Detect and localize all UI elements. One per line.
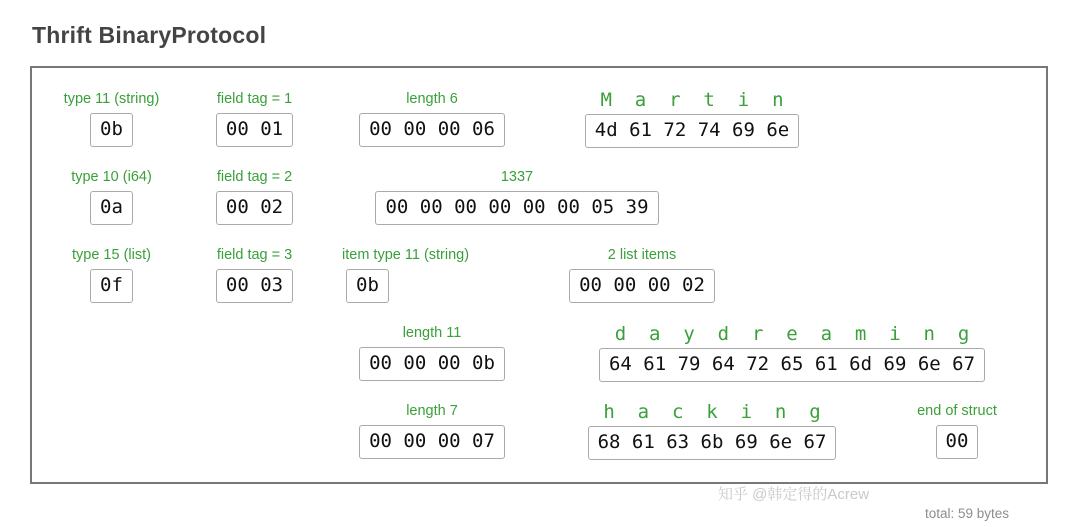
length-bytes: 00 00 00 0b: [359, 347, 505, 381]
length-label: length 7: [406, 403, 458, 419]
string-value-cell: [542, 324, 1042, 382]
string-value-bytes: 64 61 79 64 72 65 61 6d 69 6e 67: [599, 348, 985, 382]
length-label: length 6: [406, 91, 458, 107]
length-cell: [332, 90, 532, 147]
string-value-cell: [542, 402, 882, 460]
field-type-cell: [44, 246, 179, 303]
watermark: 知乎 @韩定得的Acrew: [718, 486, 870, 503]
length-bytes: 00 00 00 06: [359, 113, 505, 147]
list-count-bytes: 00 00 00 02: [569, 269, 715, 303]
length-cell: [332, 324, 532, 381]
string-value-cell: [542, 90, 842, 148]
field-tag-cell: [187, 168, 322, 225]
end-of-struct-cell: [887, 402, 1027, 459]
field-type-label: type 15 (list): [72, 247, 151, 263]
field-tag-bytes: 00 02: [216, 191, 293, 225]
field-tag-label: field tag = 3: [216, 247, 293, 263]
page-title: Thrift BinaryProtocol: [32, 22, 267, 48]
field-type-cell: [44, 90, 179, 147]
field-type-cell: [44, 168, 179, 225]
diagram-row: [32, 324, 1046, 396]
string-ascii-label: h a c k i n g: [603, 401, 821, 423]
diagram-row: [32, 402, 1046, 474]
field-tag-cell: [187, 246, 322, 303]
i64-value-bytes: 00 00 00 00 00 00 05 39: [375, 191, 658, 225]
string-ascii-label: M a r t i n: [600, 89, 784, 111]
length-label: length 11: [402, 325, 462, 341]
field-tag-bytes: 00 01: [216, 113, 293, 147]
string-ascii-label: d a y d r e a m i n g: [614, 323, 970, 345]
field-type-label: type 11 (string): [63, 91, 160, 107]
footer: [0, 480, 1080, 520]
diagram-row: [32, 168, 1046, 240]
length-cell: [332, 402, 532, 459]
string-value-bytes: 68 61 63 6b 69 6e 67: [588, 426, 837, 460]
diagram-row: [32, 246, 1046, 318]
list-count-label: 2 list items: [607, 247, 677, 263]
i64-value-cell: [332, 168, 702, 225]
field-tag-bytes: 00 03: [216, 269, 293, 303]
end-of-struct-bytes: 00: [936, 425, 979, 459]
field-type-bytes: 0f: [90, 269, 133, 303]
length-bytes: 00 00 00 07: [359, 425, 505, 459]
field-tag-cell: [187, 90, 322, 147]
total-bytes-label: total: 59 bytes: [925, 506, 1010, 521]
end-of-struct-label: end of struct: [917, 403, 997, 419]
list-count-cell: [542, 246, 742, 303]
field-tag-label: field tag = 1: [216, 91, 293, 107]
i64-value-label: 1337: [500, 169, 534, 185]
field-type-bytes: 0b: [90, 113, 133, 147]
field-type-bytes: 0a: [90, 191, 133, 225]
list-item-type-bytes: 0b: [346, 269, 389, 303]
list-item-type-cell: [332, 246, 532, 303]
list-item-type-label: item type 11 (string): [342, 247, 470, 263]
diagram-container: [30, 66, 1048, 484]
field-tag-label: field tag = 2: [216, 169, 293, 185]
field-type-label: type 10 (i64): [71, 169, 152, 185]
string-value-bytes: 4d 61 72 74 69 6e: [585, 114, 799, 148]
diagram-row: [32, 90, 1046, 162]
